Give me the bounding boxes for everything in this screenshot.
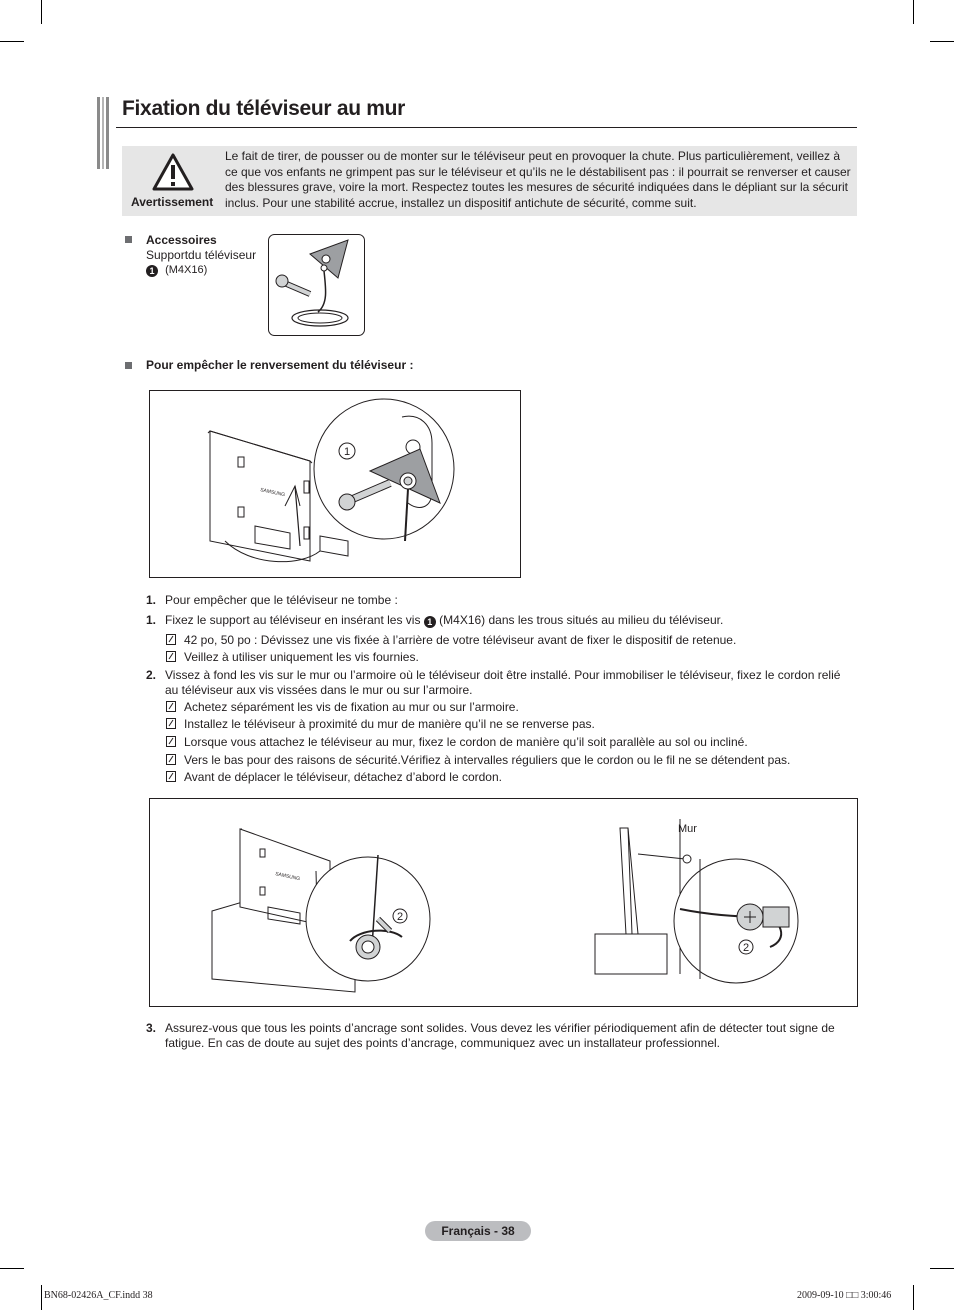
step-text: fatigue. En cas de doute au sujet des points d’ancrage, communiquez avec un installateur professionnel. — [165, 1036, 721, 1050]
note-text: Installez le téléviseur à proximité du mur de manière qu’il ne se renverse pas. — [184, 717, 595, 731]
note-text: Vers le bas pour des raisons de sécurité.Vérifiez à intervalles réguliers que le cordon ou le fil ne se détendent pas. — [184, 753, 791, 767]
warning-label: Avertissement — [131, 195, 214, 209]
crop-mark — [0, 41, 24, 42]
note-text: Lorsque vous attachez le téléviseur au mur, fixez le cordon de manière qu’il soit parallèle au sol ou incliné. — [184, 735, 748, 749]
circled-number: 1 — [146, 265, 158, 277]
svg-text:SAMSUNG: SAMSUNG — [259, 487, 286, 499]
bullet-square — [125, 362, 132, 369]
tv-wall-illustration — [150, 799, 855, 1004]
note-text: Veillez à utiliser uniquement les vis fournies. — [184, 650, 419, 664]
accessories-item-spec-row — [146, 264, 207, 277]
note-icon — [166, 754, 176, 765]
callout-number: 2 — [742, 942, 750, 954]
wall-label: Mur — [678, 823, 697, 835]
step-text: Vissez à fond les vis sur le mur ou l’armoire où le téléviseur doit être installé. Pour immobiliser le téléviseur, fixez le cordon relié — [165, 668, 841, 682]
timestamp-slug: 2009-09-10 □□ 3:00:46 — [797, 1290, 892, 1301]
note-text: Achetez séparément les vis de fixation au mur ou sur l’armoire. — [184, 700, 519, 714]
step-number: 1. — [146, 593, 157, 607]
note-text: Avant de déplacer le téléviseur, détachez d’abord le cordon. — [184, 770, 502, 784]
step-text: au téléviseur aux vis vissées dans le mur ou sur l’armoire. — [165, 683, 473, 697]
callout-number: 2 — [396, 911, 404, 923]
note-icon — [166, 634, 176, 645]
note-text: 42 po, 50 po : Dévissez une vis fixée à l’arrière de votre téléviseur avant de fixer le dispositif de retenue. — [184, 633, 737, 647]
warning-text: Le fait de tirer, de pousser ou de monter sur le téléviseur peut en provoquer la chute. Plus particulièrement, veillez à ce que vos enfants ne grimpent pas sur le téléviseur et qu’ils ne le déstabilisent pas : il pourrait se renverser et causer des blessures grave, voire la mort. Respectez toutes les mesures de sécurité indiquées dans le dépliant sur la sécurit inclus. Pour une stabilité accrue, installez un dispositif antichute de sécurité, comme suit. — [225, 149, 851, 210]
note-icon — [166, 651, 176, 662]
step-text: Assurez-vous que tous les points d’ancrage sont solides. Vous devez les vérifier périodiquement afin de détecter tout signe de — [165, 1021, 835, 1035]
note-icon — [166, 718, 176, 729]
tv-back-illustration — [150, 391, 518, 575]
accessories-heading: Accessoires — [146, 233, 217, 247]
crop-mark — [0, 1268, 24, 1269]
page-number-badge: Français - 38 — [425, 1221, 531, 1241]
page-title: Fixation du téléviseur au mur — [122, 97, 406, 120]
step-text: (M4X16) dans les trous situés au milieu du téléviseur. — [439, 613, 724, 627]
step-number: 2. — [146, 668, 157, 682]
accessories-item: Supportdu téléviseur — [146, 248, 257, 262]
step-number: 3. — [146, 1021, 157, 1035]
crop-mark — [930, 1268, 954, 1269]
bracket-screw-illustration — [268, 234, 365, 336]
step-text: Fixez le support au téléviseur en insérant les vis — [165, 613, 421, 627]
note-icon — [166, 736, 176, 747]
title-decoration — [97, 97, 109, 169]
step-text: Pour empêcher que le téléviseur ne tombe : — [165, 593, 398, 607]
note-icon — [166, 771, 176, 782]
crop-mark — [41, 1285, 42, 1310]
warning-icon — [152, 153, 194, 191]
accessories-item-spec: (M4X16) — [165, 264, 208, 276]
callout-number: 1 — [343, 446, 351, 458]
crop-mark — [913, 0, 914, 24]
svg-text:SAMSUNG: SAMSUNG — [274, 871, 301, 883]
title-rule — [116, 127, 857, 128]
file-slug: BN68-02426A_CF.indd 38 — [44, 1290, 153, 1301]
circled-number: 1 — [424, 616, 436, 628]
step-text-row — [165, 613, 723, 628]
note-icon — [166, 701, 176, 712]
bullet-square — [125, 236, 132, 243]
step-number: 1. — [146, 613, 157, 627]
crop-mark — [913, 1285, 914, 1310]
prevent-heading: Pour empêcher le renversement du téléviseur : — [146, 358, 414, 372]
crop-mark — [41, 0, 42, 24]
crop-mark — [930, 41, 954, 42]
